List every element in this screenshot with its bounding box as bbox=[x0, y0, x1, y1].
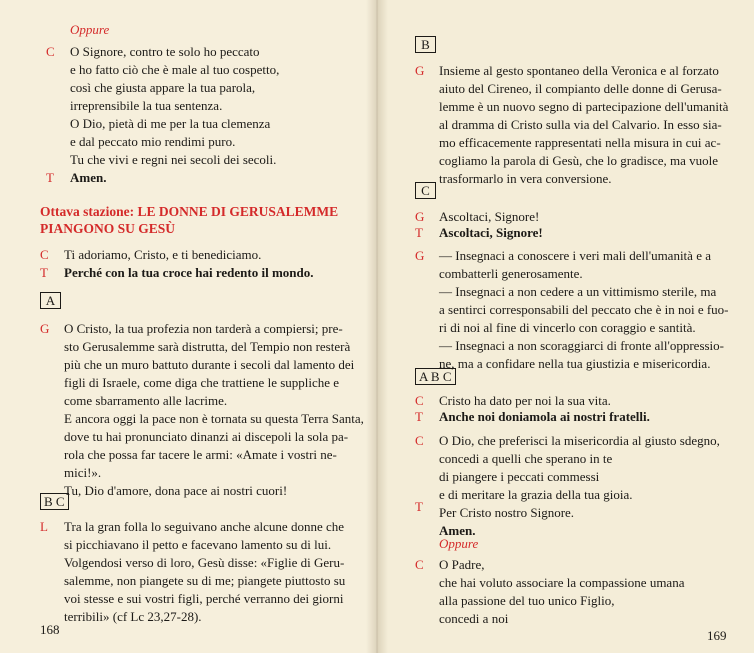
meditation-line: Tu, Dio d'amore, dona pace ai nostri cuori! bbox=[64, 483, 288, 498]
marker-t: T bbox=[415, 409, 423, 424]
marker-g: G bbox=[415, 248, 425, 263]
intercession-line: — Insegnaci a conoscere i veri mali dell'umanità e a bbox=[439, 248, 711, 263]
marker-g: G bbox=[40, 321, 50, 336]
meditation-line: figli di Israele, come diga che trattiene le suppliche e bbox=[64, 375, 340, 390]
marker-t: T bbox=[46, 170, 54, 185]
prayer-line: Tu che vivi e regni nei secoli dei secoli. bbox=[70, 152, 277, 167]
marker-g: G bbox=[415, 209, 425, 224]
intercession-line: ne, ma a confidare nella tua giustizia e misericordia. bbox=[439, 356, 711, 371]
book-gutter bbox=[366, 0, 388, 653]
meditation-line: più che un muro battuto durante i secoli dal lamento dei bbox=[64, 357, 355, 372]
meditation-line: sto Gerusalemme sarà distrutta, del Tempio non resterà bbox=[64, 339, 351, 354]
prayer-line: e ho fatto ciò che è male al tuo cospetto, bbox=[70, 62, 280, 77]
marker-c: C bbox=[415, 393, 424, 408]
prayer-line: O Dio, pietà di me per la tua clemenza bbox=[70, 116, 271, 131]
marker-l: L bbox=[40, 519, 48, 534]
meditation-line: al dramma di Cristo sulla via del Calvario. In esso sia- bbox=[439, 117, 722, 132]
adoration-response: Perché con la tua croce hai redento il mondo. bbox=[64, 265, 314, 280]
marker-t: T bbox=[415, 225, 423, 240]
prayer-line: concedi a quelli che sperano in te bbox=[439, 451, 613, 466]
acclamation: Cristo ha dato per noi la sua vita. bbox=[439, 393, 611, 408]
oppure-heading: Oppure bbox=[70, 22, 110, 37]
prayer-line: e dal peccato mio rendimi puro. bbox=[70, 134, 236, 149]
station-title: Ottava stazione: LE DONNE DI GERUSALEMME bbox=[40, 204, 339, 219]
meditation-line: cogliamo la parola di Gesù, che lo gradisce, ma vuole bbox=[439, 153, 719, 168]
meditation-line: O Cristo, la tua profezia non tarderà a compiersi; pre- bbox=[64, 321, 343, 336]
option-box-bc: B C bbox=[40, 493, 69, 510]
option-box-abc: A B C bbox=[415, 368, 456, 385]
page-number-left: 168 bbox=[40, 622, 60, 637]
prayer-line: concedi a noi bbox=[439, 611, 509, 626]
acclamation-response: Anche noi doniamola ai nostri fratelli. bbox=[439, 409, 650, 424]
meditation-line: trasformarlo in vera conversione. bbox=[439, 171, 612, 186]
marker-c: C bbox=[415, 557, 424, 572]
option-box-c: C bbox=[415, 182, 436, 199]
prayer-line: che hai voluto associare la compassione umana bbox=[439, 575, 685, 590]
intercession-line: combatterli generosamente. bbox=[439, 266, 583, 281]
prayer-line: e di meritare la grazia della tua gioia. bbox=[439, 487, 633, 502]
prayer-line: O Dio, che preferisci la misericordia al giusto sdegno, bbox=[439, 433, 720, 448]
marker-c: C bbox=[40, 247, 49, 262]
meditation-line: mici!». bbox=[64, 465, 102, 480]
intercession-line: a sentirci corresponsabili del peccato che è in noi e fuo- bbox=[439, 302, 729, 317]
reading-line: terribili» (cf Lc 23,27-28). bbox=[64, 609, 202, 624]
prayer-line: di piangere i peccati commessi bbox=[439, 469, 600, 484]
marker-c: C bbox=[46, 44, 55, 59]
right-page bbox=[377, 0, 754, 653]
meditation-line: dove tu hai pronunciato dinanzi ai discepoli la sola pa- bbox=[64, 429, 349, 444]
prayer-line: irreprensibile la tua sentenza. bbox=[70, 98, 223, 113]
intercession-line: — Insegnaci a non cedere a un vittimismo sterile, ma bbox=[439, 284, 717, 299]
invocation: Ascoltaci, Signore! bbox=[439, 209, 540, 224]
station-title: PIANGONO SU GESÙ bbox=[40, 221, 176, 236]
option-box-a: A bbox=[40, 292, 61, 309]
option-box-b: B bbox=[415, 36, 436, 53]
meditation-line: come sbarramento alle lacrime. bbox=[64, 393, 228, 408]
meditation-line: E ancora oggi la pace non è tornata su questa Terra Santa, bbox=[64, 411, 364, 426]
meditation-line: mo efficacemente rappresentati nella misura in cui ac- bbox=[439, 135, 721, 150]
marker-t: T bbox=[40, 265, 48, 280]
reading-line: voi stesse e sui vostri figli, perché verranno dei giorni bbox=[64, 591, 344, 606]
reading-line: Tra la gran folla lo seguivano anche alcune donne che bbox=[64, 519, 345, 534]
reading-line: Volgendosi verso di loro, Gesù disse: «Figlie di Geru- bbox=[64, 555, 345, 570]
reading-line: salemme, non piangete su di me; piangete piuttosto su bbox=[64, 573, 346, 588]
prayer-line: Per Cristo nostro Signore. bbox=[439, 505, 575, 520]
meditation-line: rola che possa far tacere le armi: «Amate i vostri ne- bbox=[64, 447, 337, 462]
intercession-line: ri di noi al fine di vincerlo con coraggio e santità. bbox=[439, 320, 696, 335]
prayer-line: così che giusta appare la tua parola, bbox=[70, 80, 256, 95]
reading-line: si picchiavano il petto e facevano lamento su di lui. bbox=[64, 537, 332, 552]
adoration-line: Ti adoriamo, Cristo, e ti benediciamo. bbox=[64, 247, 262, 262]
meditation-line: aiuto del Cireneo, il compianto delle donne di Gerusa- bbox=[439, 81, 722, 96]
oppure-heading: Oppure bbox=[439, 536, 479, 551]
amen-response: Amen. bbox=[439, 523, 476, 538]
meditation-line: lemme è un nuovo segno di partecipazione dell'umanità bbox=[439, 99, 729, 114]
marker-g: G bbox=[415, 63, 425, 78]
meditation-line: Insieme al gesto spontaneo della Veronica e al forzato bbox=[439, 63, 719, 78]
invocation-response: Ascoltaci, Signore! bbox=[439, 225, 543, 240]
marker-t: T bbox=[415, 499, 423, 514]
amen-response: Amen. bbox=[70, 170, 107, 185]
intercession-line: — Insegnaci a non scoraggiarci di fronte all'oppressio- bbox=[439, 338, 724, 353]
page-number-right: 169 bbox=[707, 628, 727, 643]
marker-c: C bbox=[415, 433, 424, 448]
prayer-line: alla passione del tuo unico Figlio, bbox=[439, 593, 615, 608]
prayer-line: O Signore, contro te solo ho peccato bbox=[70, 44, 260, 59]
prayer-line: O Padre, bbox=[439, 557, 485, 572]
